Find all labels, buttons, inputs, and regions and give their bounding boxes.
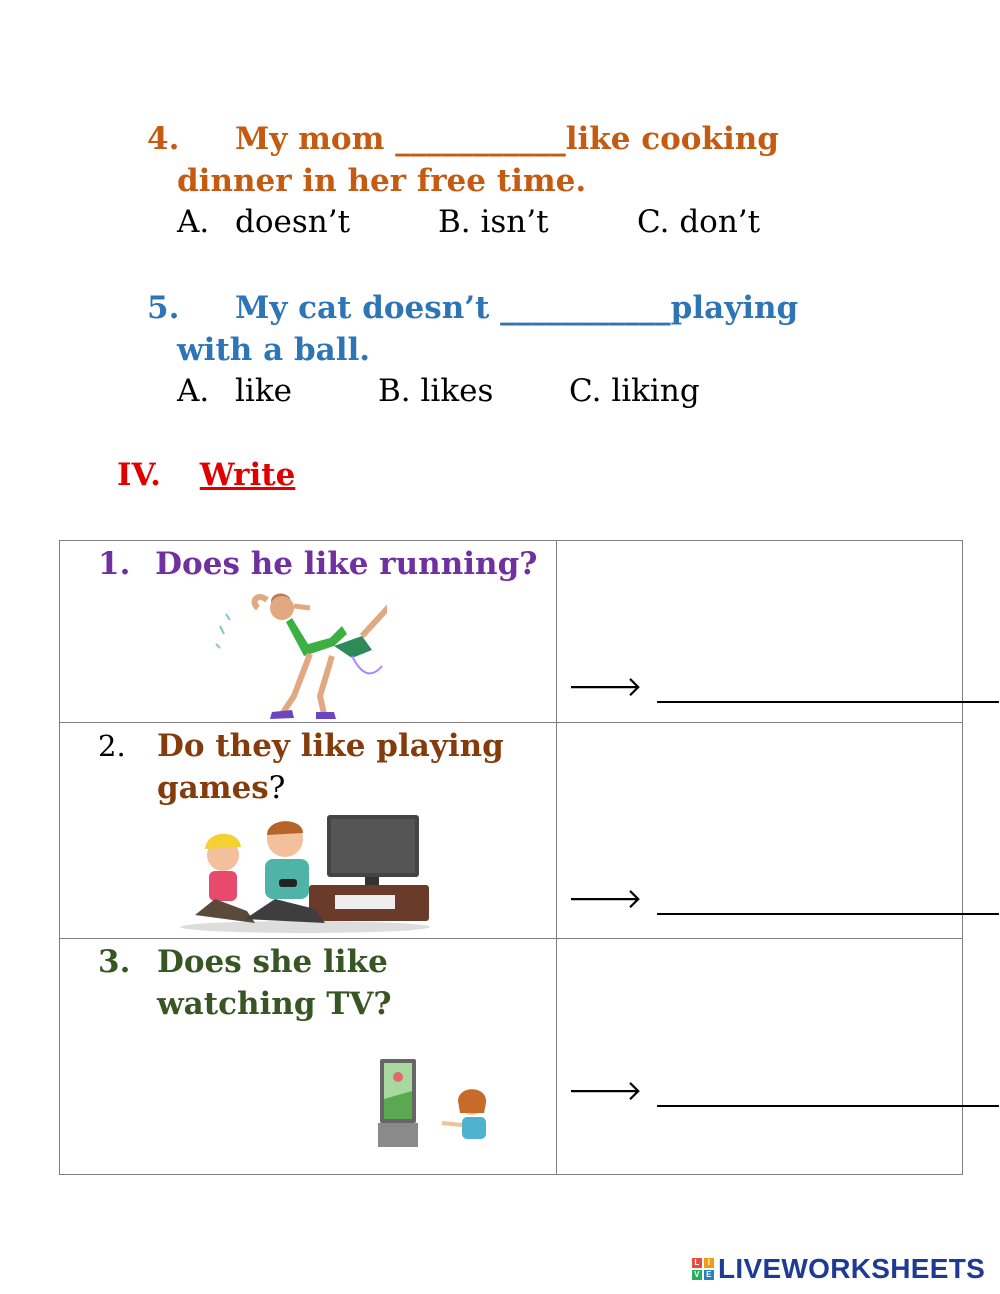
option-c[interactable]: C. don’t xyxy=(637,204,761,240)
answer-field-3[interactable] xyxy=(567,1073,998,1107)
write-question-1 xyxy=(98,543,537,585)
section-heading xyxy=(117,457,295,493)
answer-cell xyxy=(557,723,963,939)
option-c[interactable]: C. liking xyxy=(569,373,700,409)
arrow-right-icon: 🡒 xyxy=(567,670,643,703)
answer-line[interactable] xyxy=(657,677,999,703)
write-question-2-line1: Do they like playing xyxy=(157,728,504,764)
write-question-2-line2 xyxy=(157,767,285,809)
option-b[interactable]: B. likes xyxy=(378,373,494,409)
question-mark: ? xyxy=(268,770,286,806)
table-row xyxy=(60,723,963,939)
answer-field-2[interactable] xyxy=(567,881,998,915)
section-title: Write xyxy=(199,457,296,493)
question-4 xyxy=(147,118,779,160)
table-row xyxy=(60,939,963,1175)
arrow-right-icon: 🡒 xyxy=(567,882,643,915)
arrow-right-icon: 🡒 xyxy=(567,1074,643,1107)
option-a-label: A. xyxy=(177,204,210,240)
liveworksheets-logo xyxy=(692,1253,985,1285)
item-text: games xyxy=(157,770,269,806)
question-5 xyxy=(147,287,798,329)
write-table xyxy=(59,540,963,1175)
girl-watching-tv-picture xyxy=(376,1059,496,1151)
logo-text: LIVEWORKSHEETS xyxy=(718,1253,986,1284)
write-question-3-line2: watching TV? xyxy=(157,986,392,1022)
question-text-line1: My mom ___________like cooking xyxy=(235,121,779,157)
section-numeral: IV. xyxy=(117,457,161,493)
answer-line[interactable] xyxy=(657,1081,999,1107)
answer-cell xyxy=(557,939,963,1175)
option-b[interactable]: B. isn’t xyxy=(438,204,549,240)
write-question-2-number: 2. xyxy=(98,729,126,763)
answer-field-1[interactable] xyxy=(567,669,998,703)
question-number: 4. xyxy=(147,121,180,157)
kids-playing-video-games-picture xyxy=(175,815,435,935)
option-a-label: A. xyxy=(177,373,210,409)
option-a[interactable]: doesn’t xyxy=(235,204,351,240)
running-man-picture xyxy=(212,586,387,721)
question-cell xyxy=(60,541,557,723)
write-question-3-number: 3. xyxy=(98,944,131,980)
write-question-3-line1: Does she like xyxy=(157,944,388,980)
answer-cell xyxy=(557,541,963,723)
question-cell xyxy=(60,723,557,939)
item-text: Does he like running? xyxy=(155,546,538,582)
question-number: 5. xyxy=(147,290,180,326)
question-text-line1: My cat doesn’t ___________playing xyxy=(235,290,799,326)
answer-line[interactable] xyxy=(657,889,999,915)
question-4-line2: dinner in her free time. xyxy=(177,163,587,199)
item-number: 1. xyxy=(98,546,131,582)
option-a[interactable]: like xyxy=(235,373,292,409)
question-5-line2: with a ball. xyxy=(177,332,371,368)
logo-mark-icon: L I V E xyxy=(692,1258,714,1280)
question-cell xyxy=(60,939,557,1175)
table-row xyxy=(60,541,963,723)
